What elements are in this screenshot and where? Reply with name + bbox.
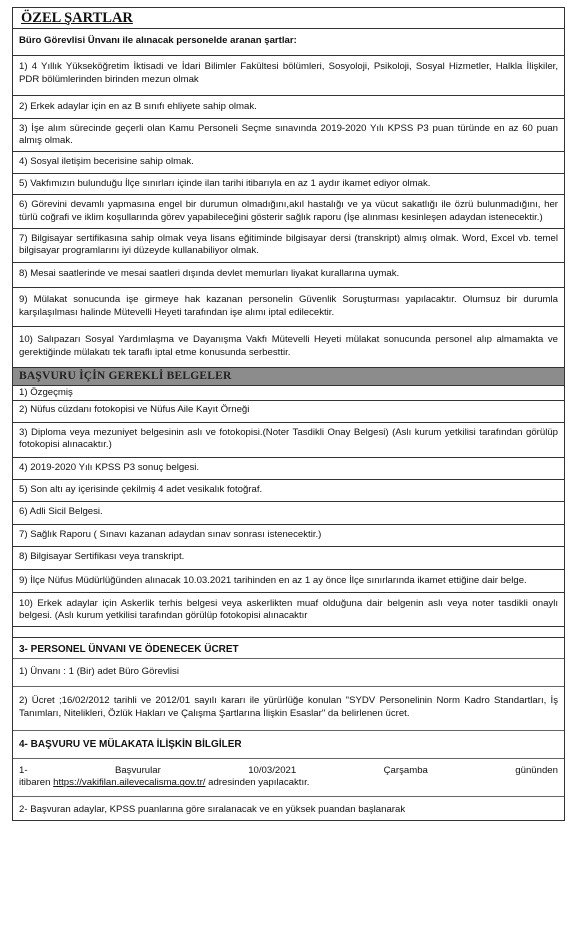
document-item-5: 5) Son altı ay içerisinde çekilmiş 4 adet vesikalık fotoğraf.	[12, 480, 565, 502]
starting-word: itibaren	[19, 777, 51, 789]
condition-item-1: 1) 4 Yıllık Yükseköğretim İktisadi ve İdari Bilimler Fakültesi bölümleri, Sosyoloji, Psikoloji, Sosyal Hizmetler, Halkla İlişkiler, PDR bölümlerinden birinden mezun olmak	[12, 56, 565, 96]
special-conditions-subtitle: Büro Görevlisi Ünvanı ile alınacak personelde aranan şartlar:	[12, 29, 565, 56]
document-item-1: 1) Özgeçmiş	[12, 386, 565, 401]
condition-item-9: 9) Mülakat sonucunda işe girmeye hak kazanan personelin Güvenlik Soruşturması yapılacaktır. Olumsuz bir durumla karşılaşılması halinde Mütevelli Heyeti tarafından işe alımı iptal edilecektir.	[12, 288, 565, 327]
document-item-6: 6) Adli Sicil Belgesi.	[12, 502, 565, 524]
condition-item-6: 6) Görevini devamlı yapmasına engel bir durumun olmadığını,akıl hastalığı ve ya vücut sakatlığı ile özrü bulunmadığını, her türlü coğrafi ve iklim koşullarında görev yapabileceğini gösterir sağlık raporu (İşe alınması kesinleşen adaydan istenecektir.)	[12, 195, 565, 229]
address-text: adresinden yapılacaktır.	[208, 777, 310, 789]
document-item-7: 7) Sağlık Raporu ( Sınavı kazanan adaydan sınav sonrası istenecektir.)	[12, 525, 565, 547]
section-3-wage: 2) Ücret ;16/02/2012 tarihli ve 2012/01 sayılı kararı ile yürürlüğe konulan "SYDV Personelinin Norm Kadro Standartları, İş Tanımları, Nitelikleri, Özlük Hakları ve Çalışma Şartlarına İlişkin Esaslar" da belirlenen ücret.	[19, 695, 558, 719]
special-conditions-title: ÖZEL ŞARTLAR	[12, 7, 565, 29]
condition-item-5: 5) Vakfımızın bulunduğu İlçe sınırları içinde ilan tarihi itibarıyla en az 1 aydır ikamet ediyor olmak.	[12, 174, 565, 195]
document-item-4: 4) 2019-2020 Yılı KPSS P3 sonuç belgesi.	[12, 458, 565, 480]
section-4-title: 4- BAŞVURU VE MÜLAKATA İLİŞKİN BİLGİLER	[19, 739, 242, 750]
application-day: Çarşamba	[383, 765, 428, 776]
condition-item-10: 10) Salıpazarı Sosyal Yardımlaşma ve Dayanışma Vakfı Mütevelli Heyeti mülakat sonucunda personel alıp almamakta ve gerektiğinde mülakatı tek taraflı iptal etme konusunda serbesttir.	[12, 327, 565, 368]
condition-item-8: 8) Mesai saatlerinde ve mesai saatleri dışında devlet memurları liyakat kurallarına uymak.	[12, 263, 565, 288]
document-item-2: 2) Nüfus cüzdanı fotokopisi ve Nüfus Aile Kayıt Örneği	[12, 401, 565, 422]
applications-word: Başvurular	[114, 765, 161, 776]
required-documents-header: BAŞVURU İÇİN GEREKLİ BELGELER	[12, 368, 565, 386]
section-gap	[12, 627, 565, 637]
document-item-9: 9) İlçe Nüfus Müdürlüğünden alınacak 10.03.2021 tarihinden en az 1 ay önce İlçe sınırlarında ikamet ettiğine dair belge.	[12, 570, 565, 593]
section-4-item-1	[13, 759, 564, 796]
application-date: 10/03/2021	[248, 765, 297, 776]
section-3	[12, 637, 565, 821]
section-4-item-2: 2- Başvuran adaylar, KPSS puanlarına göre sıralanacak ve en yüksek puandan başlanarak	[19, 803, 406, 815]
section-3-title: 3- PERSONEL ÜNVANI VE ÖDENECEK ÜCRET	[19, 643, 239, 655]
document-item-8: 8) Bilgisayar Sertifikası veya transkript.	[12, 547, 565, 569]
document-item-3: 3) Diploma veya mezuniyet belgesinin aslı ve fotokopisi.(Noter Tasdikli Onay Belgesi) (Aslı kurum yetkilisi tarafından görülüp fotokopisi alınacaktır.)	[12, 423, 565, 458]
condition-item-2: 2) Erkek adaylar için en az B sınıfı ehliyete sahip olmak.	[12, 96, 565, 118]
condition-item-3: 3) İşe alım sürecinde geçerli olan Kamu Personeli Seçme sınavında 2019-2020 Yılı KPSS P3 puan türünde en az 60 puan almış olmak.	[12, 119, 565, 153]
section-3-title-line: 1) Ünvanı : 1 (Bir) adet Büro Görevlisi	[19, 665, 179, 677]
condition-item-4: 4) Sosyal iletişim becerisine sahip olmak.	[12, 152, 565, 173]
document-item-10: 10) Erkek adaylar için Askerlik terhis belgesi veya askerlikten muaf olduğuna dair belgenin aslı veya noter tasdikli onaylı belgesi. (Aslı kurum yetkilisi tarafından görülüp fotokopisi alınacaktır	[12, 593, 565, 627]
from-day: gününden	[515, 765, 558, 776]
application-link[interactable]: https://vakifilan.ailevecalisma.gov.tr/	[53, 777, 206, 789]
document-page	[12, 7, 565, 821]
condition-item-7: 7) Bilgisayar sertifikasına sahip olmak veya lisans eğitiminde bilgisayar dersi (transkript) almış olmak. Word, Excel vb. temel bilgisayar programlarını iyi düzeyde kullanabiliyor olmak.	[12, 229, 565, 263]
item-number: 1-	[19, 765, 28, 776]
